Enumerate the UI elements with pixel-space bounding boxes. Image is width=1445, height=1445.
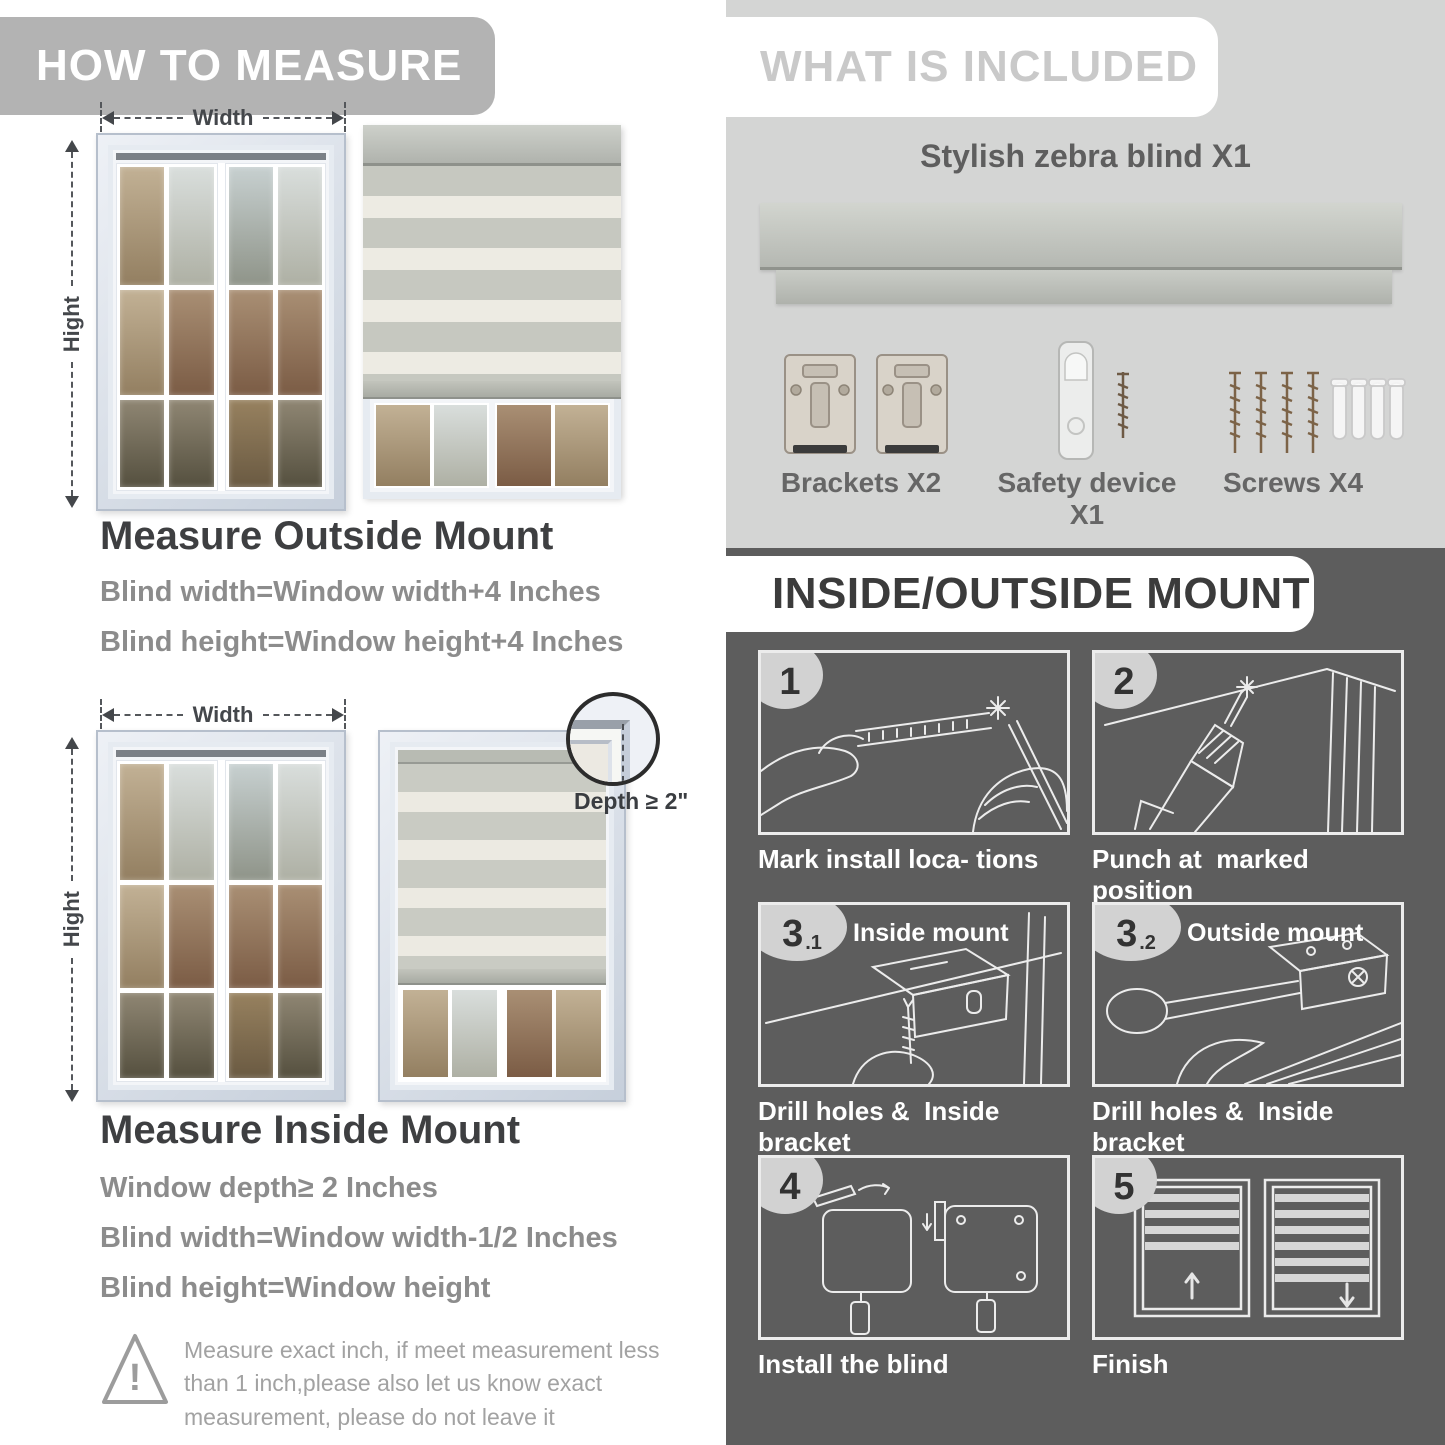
zebra-blind-outside-illustration: [363, 125, 621, 497]
safety-device-label: Safety device X1: [997, 467, 1177, 530]
svg-text:!: !: [128, 1357, 142, 1399]
height-dimension-inside: [60, 737, 84, 1102]
brackets-label: Brackets X2: [780, 467, 942, 498]
what-is-included-title: WHAT IS INCLUDED: [760, 42, 1199, 91]
step-3-2-title: Outside mount: [1187, 919, 1364, 947]
window-lintel: [116, 750, 326, 757]
step-3-2: [1092, 902, 1404, 1158]
dimension-tick: [344, 699, 346, 729]
headrail-lower-bar: [776, 270, 1392, 304]
step-number-badge: 3 .1: [758, 902, 847, 961]
step-4: [758, 1155, 1070, 1380]
depth-label: Depth ≥ 2": [574, 788, 689, 814]
blind-cassette: [363, 125, 621, 166]
window-sash: [225, 163, 327, 491]
warning-icon: [100, 1330, 170, 1410]
inside-mount-title: Measure Inside Mount: [100, 1108, 521, 1152]
step-number-badge: 4: [758, 1155, 823, 1214]
step-number-badge: 3 .2: [1092, 902, 1181, 961]
blind-bottom-rail: [363, 381, 621, 399]
blind-bottom-rail: [398, 969, 606, 985]
step-3-1-title: Inside mount: [853, 919, 1009, 947]
width-label: Width: [192, 105, 254, 130]
step-5: [1092, 1155, 1404, 1380]
mount-title: INSIDE/OUTSIDE MOUNT: [772, 569, 1311, 618]
height-label: Hight: [59, 295, 84, 353]
step-number-badge: 2: [1092, 650, 1157, 709]
width-dimension-inside: [100, 703, 346, 727]
outside-mount-line2: Blind height=Window height+4 Inches: [100, 626, 624, 658]
inside-mount-line3: Blind height=Window height: [100, 1272, 491, 1304]
arrow-right-icon: [332, 111, 344, 125]
safety-device-illustration: [1051, 338, 1156, 463]
step-number-badge: 1: [758, 650, 823, 709]
window-sash: [116, 163, 218, 491]
width-label: Width: [192, 702, 254, 727]
mount-instructions-panel: [726, 548, 1445, 1445]
screws-label: Screws X4: [1222, 467, 1364, 498]
outside-mount-line1: Blind width=Window width+4 Inches: [100, 576, 601, 608]
how-to-measure-header-bar: [0, 17, 495, 115]
window-sash: [116, 760, 218, 1082]
window-sash: [225, 760, 327, 1082]
zebra-blind-inside-illustration: [378, 730, 626, 1102]
arrow-down-icon: [65, 496, 79, 508]
brackets-illustration: [781, 345, 951, 463]
blind-product-label: Stylish zebra blind X1: [920, 138, 1251, 174]
arrow-up-icon: [65, 140, 79, 152]
step-4-caption: Install the blind: [758, 1349, 949, 1379]
height-dimension-outside: [60, 140, 84, 508]
outside-mount-title: Measure Outside Mount: [100, 514, 554, 558]
arrow-right-icon: [332, 708, 344, 722]
window-lintel: [116, 153, 326, 160]
step-2-caption: Punch at marked position: [1092, 844, 1316, 905]
window-illustration-inside: [96, 730, 346, 1102]
height-label: Hight: [59, 891, 84, 948]
window-illustration-outside: [96, 133, 346, 511]
window-bottom: [398, 985, 606, 1082]
arrow-left-icon: [102, 111, 114, 125]
step-number-badge: 5: [1092, 1155, 1157, 1214]
headrail-illustration: [760, 203, 1402, 270]
step-3-1: [758, 902, 1070, 1158]
window-bottom: [363, 399, 621, 499]
step-1: [758, 650, 1070, 875]
step-2: [1092, 650, 1404, 906]
arrow-left-icon: [102, 708, 114, 722]
blind-fabric: [363, 166, 621, 381]
screws-illustration: [1221, 365, 1406, 463]
what-is-included-header-bar: [726, 17, 1218, 117]
dimension-tick: [344, 102, 346, 132]
mount-header-bar: [726, 556, 1314, 632]
step-1-caption: Mark install loca- tions: [758, 844, 1039, 874]
how-to-measure-title: HOW TO MEASURE: [36, 41, 463, 90]
step-5-caption: Finish: [1092, 1349, 1169, 1379]
inside-mount-line1: Window depth≥ 2 Inches: [100, 1172, 438, 1204]
what-is-included-panel: [726, 0, 1445, 548]
width-dimension-outside: [100, 106, 346, 130]
warning-text: Measure exact inch, if meet measurement less than 1 inch,please also let us know exact measurement, please do not leave it: [184, 1337, 660, 1430]
depth-magnifier: [566, 692, 660, 786]
step-3-1-caption: Drill holes & Inside bracket: [758, 1096, 1007, 1157]
step-3-2-caption: Drill holes & Inside bracket: [1092, 1096, 1341, 1157]
inside-mount-line2: Blind width=Window width-1/2 Inches: [100, 1222, 618, 1254]
arrow-up-icon: [65, 737, 79, 749]
arrow-down-icon: [65, 1090, 79, 1102]
